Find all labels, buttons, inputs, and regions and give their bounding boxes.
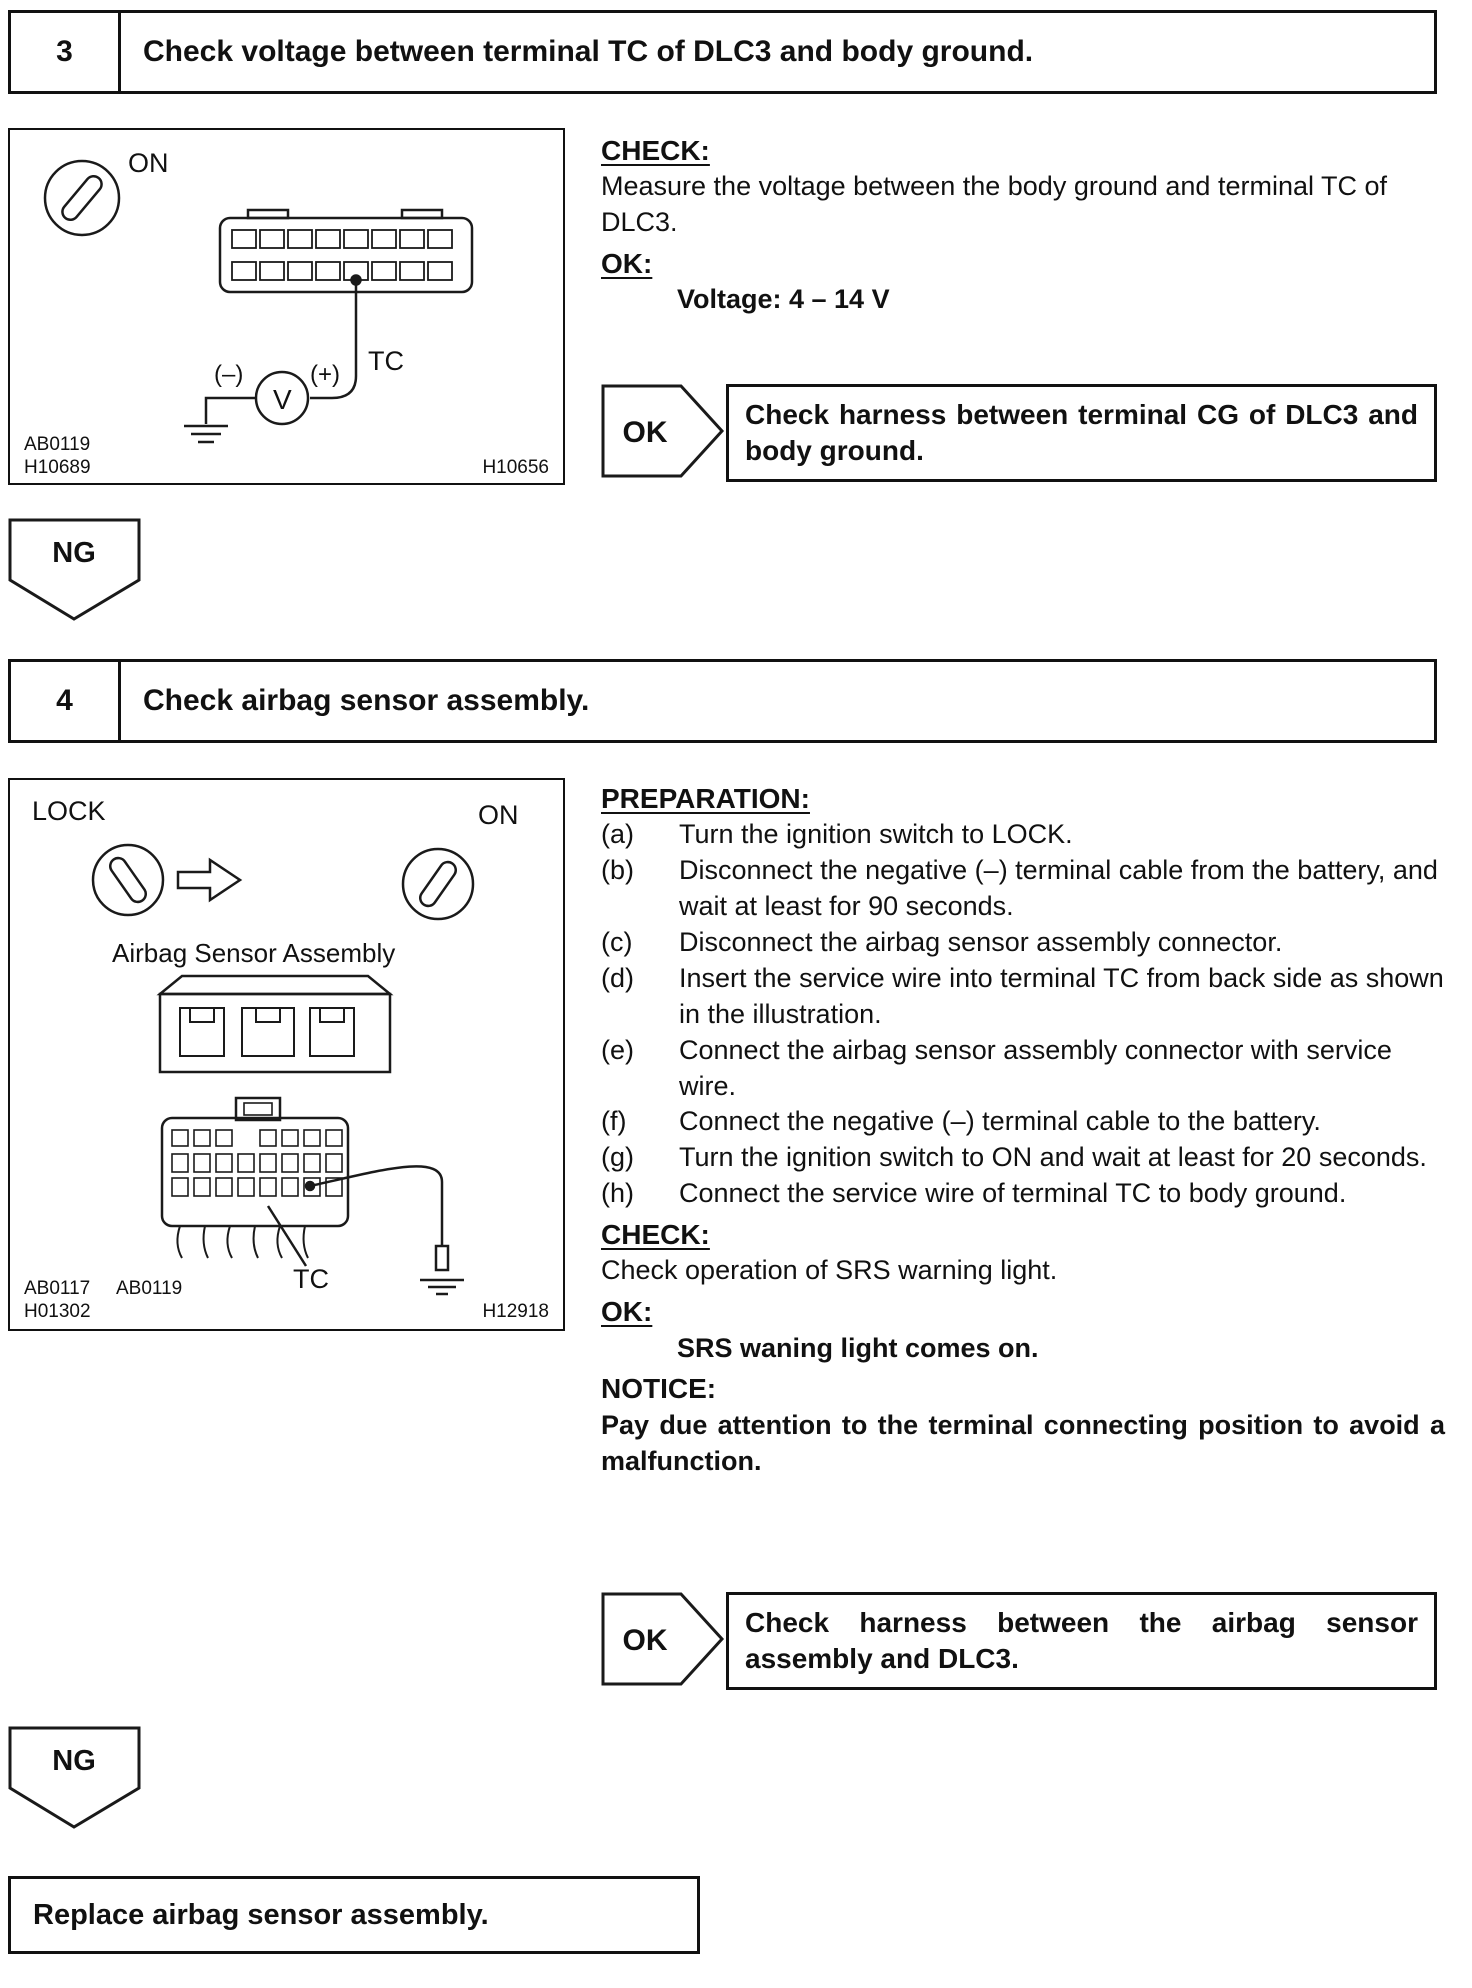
step4-header [8, 659, 1437, 743]
ignition-key-lock-icon [93, 845, 163, 915]
ng-arrow-tag [8, 1726, 142, 1835]
figure-code: AB0119 [24, 434, 91, 455]
arrow-right-icon [178, 860, 240, 900]
prep-item-label: (b) [601, 855, 634, 886]
ok-arrow-shape [601, 1592, 725, 1686]
check-text: Check operation of SRS warning light. [601, 1255, 1058, 1286]
ground-icon [420, 1280, 464, 1294]
ok-arrow-shape [601, 384, 725, 478]
final-action-box [8, 1876, 700, 1954]
prep-item-text: Connect the negative (–) terminal cable to the battery. [679, 1106, 1321, 1137]
ignition-key-on-icon [45, 161, 119, 235]
figure-airbag-sensor-assembly [8, 778, 565, 1331]
preparation-heading: PREPARATION: [601, 783, 810, 814]
step4-number: 4 [11, 662, 121, 740]
prep-item-text: Insert the service wire into terminal TC from back side as shown in the illustration. [679, 962, 1444, 1029]
prep-item-label: (h) [601, 1178, 634, 1209]
prep-item-b [601, 853, 1445, 925]
minus-lead-label: (–) [214, 361, 244, 388]
plus-lead-label: (+) [310, 361, 340, 388]
prep-item-label: (c) [601, 926, 633, 957]
check-text: Measure the voltage between the body ground and terminal TC of DLC3. [601, 171, 1387, 238]
prep-item-f [601, 1104, 1445, 1140]
step3-number: 3 [11, 13, 121, 91]
prep-item-h [601, 1176, 1445, 1212]
step3-header [8, 10, 1437, 94]
ok-arrow-tag [601, 384, 725, 483]
dlc3-connector-drawing [220, 210, 472, 292]
step3-title: Check voltage between terminal TC of DLC3 and body ground. [143, 35, 1034, 68]
tc-label: TC [293, 1264, 329, 1294]
ok-arrow-tag [601, 1592, 725, 1691]
figure-code: H10689 [24, 457, 91, 478]
prep-item-label: (g) [601, 1142, 634, 1173]
figure-dlc3-voltage-check [8, 128, 565, 485]
ignition-key-on-icon [403, 849, 473, 919]
figure-code: H12918 [482, 1301, 549, 1322]
ok-action-text: Check harness between the airbag sensor assembly and DLC3. [745, 1607, 1418, 1674]
step3-instructions [601, 132, 1445, 318]
ok-action-text: Check harness between terminal CG of DLC3 and body ground. [745, 399, 1418, 466]
ok-label: OK [622, 416, 668, 449]
ng-arrow-shape [8, 518, 142, 622]
ok-action-box [726, 384, 1437, 482]
ground-icon [184, 426, 228, 442]
service-wire [306, 1166, 448, 1270]
prep-item-a [601, 817, 1445, 853]
prep-item-text: Connect the airbag sensor assembly connector with service wire. [679, 1034, 1392, 1101]
step4-title: Check airbag sensor assembly. [143, 684, 590, 717]
lock-label: LOCK [32, 796, 106, 826]
prep-item-text: Connect the service wire of terminal TC to body ground. [679, 1178, 1347, 1209]
ng-arrow-shape [8, 1726, 142, 1830]
figure-code: AB0119 [116, 1278, 183, 1299]
prep-item-g [601, 1140, 1445, 1176]
ok-value: SRS waning light comes on. [677, 1332, 1039, 1363]
prep-item-c [601, 925, 1445, 961]
final-action-text: Replace airbag sensor assembly. [33, 1898, 489, 1931]
assembly-label: Airbag Sensor Assembly [112, 938, 396, 968]
connector-drawing [162, 1098, 348, 1258]
prep-item-e [601, 1033, 1445, 1105]
ng-label: NG [52, 537, 96, 569]
tc-leader-line [268, 1206, 306, 1266]
ng-arrow-tag [8, 518, 142, 627]
tc-label: TC [368, 346, 404, 376]
prep-item-text: Turn the ignition switch to LOCK. [679, 819, 1073, 850]
airbag-sensor-diagram [10, 780, 563, 1329]
prep-item-text: Disconnect the airbag sensor assembly connector. [679, 926, 1283, 957]
check-heading: CHECK: [601, 1219, 710, 1251]
prep-item-label: (f) [601, 1106, 627, 1137]
assembly-drawing [160, 976, 390, 1072]
prep-item-d [601, 961, 1445, 1033]
ok-heading: OK: [601, 1296, 653, 1328]
ng-label: NG [52, 1745, 96, 1777]
check-heading: CHECK: [601, 135, 710, 166]
step4-instructions [601, 780, 1445, 1480]
ok-action-box [726, 1592, 1437, 1690]
prep-item-label: (e) [601, 1034, 634, 1065]
figure-code: H10656 [482, 457, 549, 478]
ok-value: Voltage: 4 – 14 V [677, 284, 890, 315]
on-label: ON [478, 800, 519, 830]
voltmeter-v-label: V [273, 384, 292, 415]
notice-text: Pay due attention to the terminal connecting position to avoid a malfunction. [601, 1409, 1445, 1476]
ok-heading: OK: [601, 248, 653, 280]
figure-code: H01302 [24, 1301, 91, 1322]
dlc3-voltage-diagram [10, 130, 563, 483]
notice-heading: NOTICE: [601, 1373, 717, 1405]
on-label: ON [128, 148, 169, 178]
prep-item-label: (d) [601, 962, 634, 993]
prep-item-label: (a) [601, 819, 634, 850]
ok-label: OK [622, 1624, 668, 1657]
prep-item-text: Turn the ignition switch to ON and wait at least for 20 seconds. [679, 1142, 1427, 1173]
figure-code: AB0117 [24, 1278, 91, 1299]
prep-item-text: Disconnect the negative (–) terminal cable from the battery, and wait at least for 90 seconds. [679, 855, 1438, 922]
